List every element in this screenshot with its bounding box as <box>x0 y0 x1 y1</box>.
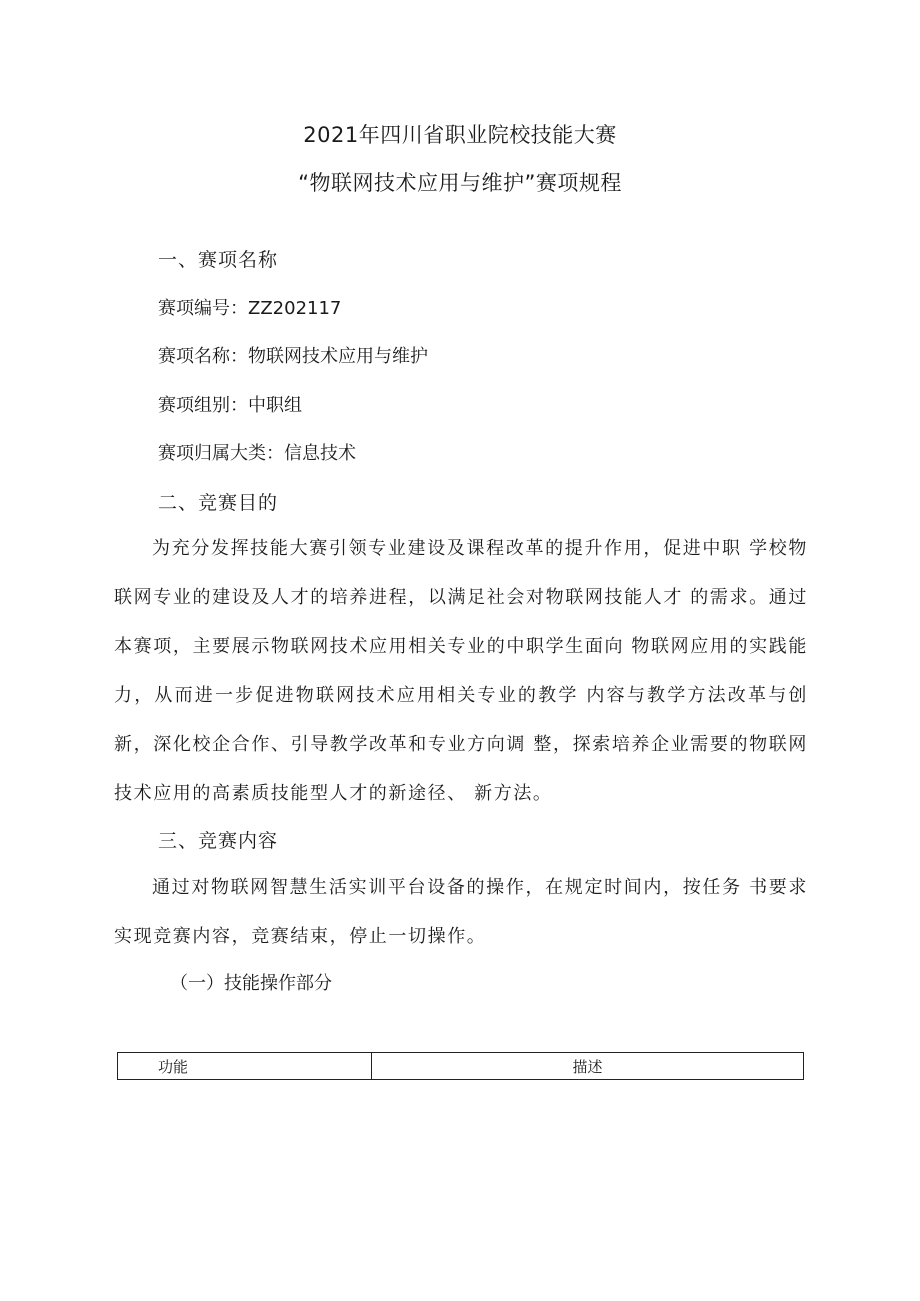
table-header-description: 描述 <box>372 1053 804 1080</box>
table-header-function: 功能 <box>118 1053 372 1080</box>
document-title-line2: “物联网技术应用与维护”赛项规程 <box>298 171 622 195</box>
section3-heading: 三、竞赛内容 <box>158 830 279 852</box>
content-text: 通过对物联网智慧生活实训平台设备的操作，在规定时间内，按任务 书要求实现竞赛内容，竞赛结束，停止一切操作。 <box>114 877 808 947</box>
table-header-row <box>118 1053 804 1080</box>
section2-paragraph <box>114 524 808 818</box>
section3-subheading: （一）技能操作部分 <box>170 973 332 994</box>
skills-table <box>117 1052 804 1080</box>
item-category: 赛项归属大类：信息技术 <box>158 443 356 464</box>
item-code: 赛项编号：ZZ202117 <box>158 298 342 319</box>
item-group: 赛项组别：中职组 <box>158 395 302 416</box>
section3-paragraph <box>114 863 808 961</box>
section2-heading: 二、竞赛目的 <box>158 492 279 514</box>
section1-heading: 一、赛项名称 <box>158 249 279 271</box>
purpose-text: 为充分发挥技能大赛引领专业建设及课程改革的提升作用，促进中职 学校物联网专业的建设及人才的培养进程，以满足社会对物联网技能人才 的需求。通过本赛项，主要展示物联网技术应用相关专业的中职学生面向 物联网应用的实践能力，从而进一步促进物联网技术应用相关专业的教学 内容与教学方法改革与创新，深化校企合作、引导教学改革和专业方向调 整，探索培养企业需要的物联网技术应用的高素质技能型人才的新途径、 新方法。 <box>114 538 808 804</box>
item-name: 赛项名称：物联网技术应用与维护 <box>158 346 428 367</box>
document-title-line1: 2021年四川省职业院校技能大赛 <box>303 123 617 147</box>
